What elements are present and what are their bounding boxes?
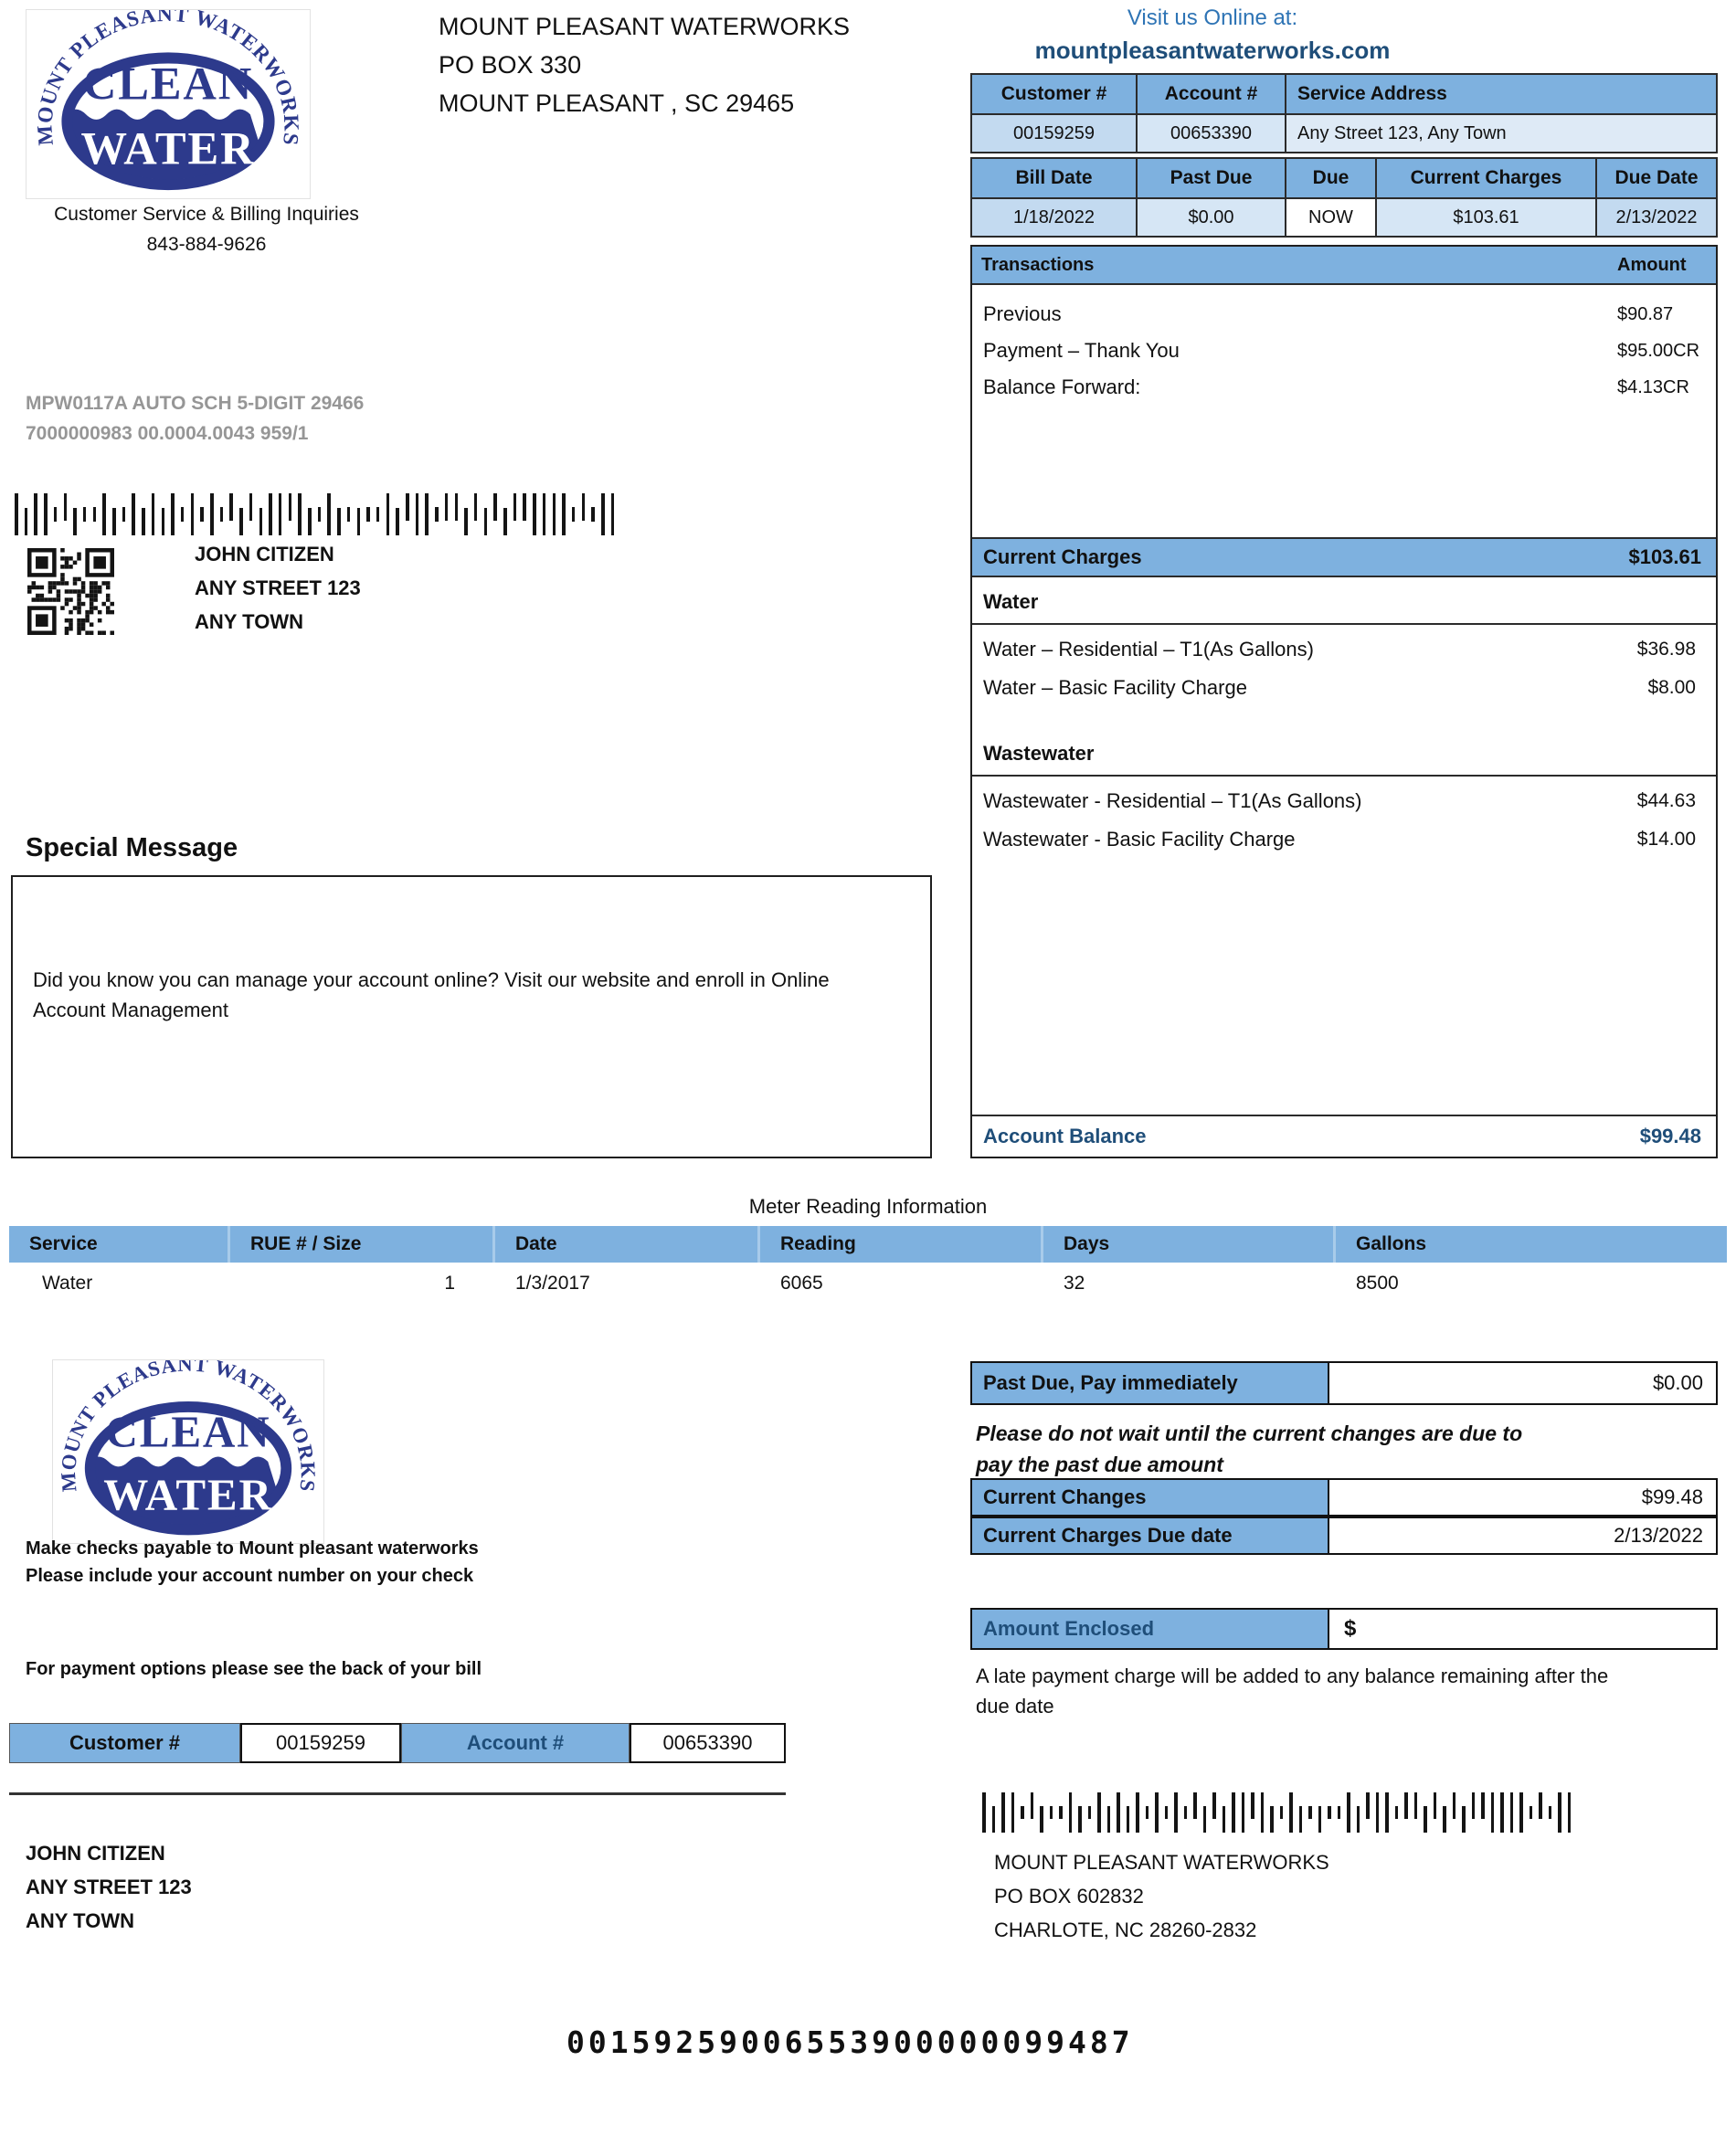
- payee-address-block: [994, 1845, 1329, 1947]
- transaction-row: [972, 296, 1716, 333]
- meter-table-header-row: [9, 1226, 1727, 1263]
- meter-value-rue-size: 1: [444, 1273, 455, 1294]
- stub-recipient-town: ANY TOWN: [26, 1909, 134, 1932]
- special-message-box: [11, 875, 932, 1158]
- transaction-amount: $90.87: [1617, 303, 1674, 324]
- account-balance-row: [972, 1115, 1716, 1157]
- account-number-header: Account #: [1136, 73, 1286, 115]
- customer-service-label: Customer Service & Billing Inquiries: [54, 204, 359, 225]
- meter-value-gallons: 8500: [1356, 1273, 1399, 1294]
- past-due-note: Please do not wait until the current changes are due to pay the past due amount: [976, 1422, 1523, 1476]
- stub-customer-label: Customer #: [9, 1723, 240, 1763]
- transaction-label: Balance Forward:: [983, 375, 1141, 398]
- mail-meta-block: [26, 388, 364, 449]
- payee-city-state: CHARLOTE, NC 28260-2832: [994, 1918, 1257, 1941]
- ocr-scanline: 00159259006553900000099487: [566, 2024, 1134, 2060]
- mail-meta-line1: MPW0117A AUTO SCH 5-DIGIT 29466: [26, 393, 365, 414]
- postal-barcode-top: [15, 493, 621, 535]
- stub-recipient-name: JOHN CITIZEN: [26, 1842, 165, 1865]
- current-charges-header: Current Charges: [1375, 157, 1597, 199]
- charge-amount: $44.63: [1636, 790, 1696, 811]
- company-name: MOUNT PLEASANT WATERWORKS: [439, 13, 851, 40]
- company-address-block: [439, 7, 850, 122]
- amount-enclosed-input[interactable]: $: [1329, 1608, 1718, 1650]
- current-changes-box-amount: $99.48: [1329, 1478, 1718, 1517]
- company-po-box: PO BOX 330: [439, 51, 582, 79]
- stub-recipient-street: ANY STREET 123: [26, 1876, 192, 1898]
- water-section-header: Water: [972, 581, 1716, 625]
- account-balance-label: Account Balance: [983, 1125, 1147, 1147]
- visit-online-label: Visit us Online at:: [1127, 5, 1298, 30]
- postal-barcode-bottom: [982, 1792, 1576, 1833]
- past-due-box-label: Past Due, Pay immediately: [970, 1361, 1329, 1405]
- make-checks-line2: Please include your account number on your check: [26, 1566, 474, 1586]
- recipient-town: ANY TOWN: [195, 610, 303, 633]
- charge-label: Wastewater - Basic Facility Charge: [983, 828, 1296, 851]
- customer-number-header: Customer #: [970, 73, 1138, 115]
- qr-code: [27, 548, 114, 639]
- due-date-box-label: Current Charges Due date: [970, 1517, 1329, 1555]
- transaction-row: [972, 333, 1716, 369]
- due-date-value: 2/13/2022: [1595, 197, 1718, 238]
- clean-water-logo-image: [26, 10, 310, 198]
- charge-label: Water – Residential – T1(As Gallons): [983, 638, 1314, 661]
- recipient-name: JOHN CITIZEN: [195, 543, 334, 565]
- recipient-street: ANY STREET 123: [195, 576, 361, 599]
- past-due-value: $0.00: [1136, 197, 1286, 238]
- customer-service-phone: 843-884-9626: [146, 234, 267, 255]
- stub-account-number: 00653390: [630, 1723, 786, 1763]
- transactions-title: Transactions: [981, 254, 1095, 275]
- due-date-box-value: 2/13/2022: [1329, 1517, 1718, 1555]
- meter-header-rue-size: RUE # / Size: [230, 1226, 495, 1263]
- meter-value-reading: 6065: [780, 1273, 823, 1294]
- meter-header-gallons: Gallons: [1336, 1226, 1727, 1263]
- transaction-label: Previous: [983, 302, 1062, 325]
- bill-date-header: Bill Date: [970, 157, 1138, 199]
- special-message-body: Did you know you can manage your account online? Visit our website and enroll in Online Account Management: [33, 968, 830, 1021]
- current-charges-value: $103.61: [1375, 197, 1597, 238]
- stub-divider-line: [9, 1792, 786, 1795]
- past-due-box-amount: $0.00: [1329, 1361, 1718, 1405]
- meter-value-service: Water: [42, 1273, 93, 1294]
- charge-row: [972, 630, 1716, 669]
- charge-amount: $36.98: [1636, 639, 1696, 660]
- bill-date-value: 1/18/2022: [970, 197, 1138, 238]
- late-payment-note: A late payment charge will be added to any balance remaining after the due date: [976, 1665, 1609, 1718]
- clean-water-logo-image-small: [53, 1360, 323, 1543]
- charge-amount: $8.00: [1647, 677, 1696, 698]
- current-charges-total: $103.61: [1628, 545, 1701, 568]
- stub-recipient-address: [26, 1836, 192, 1938]
- payee-po-box: PO BOX 602832: [994, 1885, 1144, 1908]
- service-address-header: Service Address: [1285, 73, 1718, 115]
- charge-amount: $14.00: [1636, 829, 1696, 850]
- service-address-value: Any Street 123, Any Town: [1285, 113, 1718, 153]
- due-date-header: Due Date: [1595, 157, 1718, 199]
- due-value: NOW: [1285, 197, 1377, 238]
- payee-name: MOUNT PLEASANT WATERWORKS: [994, 1851, 1329, 1874]
- account-balance-amount: $99.48: [1639, 1125, 1701, 1147]
- stub-account-label: Account #: [401, 1723, 630, 1763]
- stub-customer-number: 00159259: [240, 1723, 401, 1763]
- website-link[interactable]: mountpleasantwaterworks.com: [1034, 37, 1391, 64]
- meter-header-reading: Reading: [760, 1226, 1043, 1263]
- transactions-header-bar: [972, 247, 1716, 285]
- customer-service-block: [27, 199, 386, 259]
- charge-row: [972, 669, 1716, 707]
- meter-value-date: 1/3/2017: [515, 1273, 590, 1294]
- meter-reading-title: Meter Reading Information: [748, 1195, 988, 1218]
- payment-options-note: For payment options please see the back of your bill: [26, 1659, 482, 1679]
- charge-row: [972, 782, 1716, 820]
- transactions-panel: [970, 245, 1718, 1158]
- meter-table-data-row: [9, 1266, 1727, 1301]
- meter-value-days: 32: [1064, 1273, 1085, 1294]
- current-charges-bar: [972, 537, 1716, 577]
- transactions-amount-label: Amount: [1617, 254, 1687, 275]
- make-checks-line1: Make checks payable to Mount pleasant waterworks: [26, 1538, 479, 1559]
- amount-enclosed-box-label: Amount Enclosed: [970, 1608, 1329, 1650]
- meter-header-days: Days: [1043, 1226, 1336, 1263]
- visit-online-block: [970, 5, 1455, 65]
- company-city-state: MOUNT PLEASANT , SC 29465: [439, 90, 795, 117]
- past-due-header: Past Due: [1136, 157, 1286, 199]
- transaction-row: [972, 369, 1716, 406]
- account-number-value: 00653390: [1136, 113, 1286, 153]
- meter-header-date: Date: [495, 1226, 760, 1263]
- customer-number-value: 00159259: [970, 113, 1138, 153]
- charge-row: [972, 820, 1716, 859]
- meter-header-service: Service: [9, 1226, 230, 1263]
- company-logo: [26, 9, 311, 199]
- current-charges-title: Current Charges: [983, 545, 1142, 568]
- due-header: Due: [1285, 157, 1377, 199]
- wastewater-section-header: Wastewater: [972, 733, 1716, 777]
- make-checks-block: [26, 1535, 479, 1590]
- transaction-label: Payment – Thank You: [983, 339, 1180, 362]
- mail-meta-line2: 7000000983 00.0004.0043 959/1: [26, 423, 309, 444]
- transaction-amount: $4.13CR: [1617, 376, 1689, 397]
- transaction-amount: $95.00CR: [1617, 340, 1700, 361]
- special-message-title: Special Message: [26, 833, 238, 862]
- charge-label: Wastewater - Residential – T1(As Gallons): [983, 789, 1362, 812]
- remittance-logo: [52, 1359, 324, 1544]
- charge-label: Water – Basic Facility Charge: [983, 676, 1247, 699]
- recipient-address-block: [195, 537, 361, 639]
- current-changes-box-label: Current Changes: [970, 1478, 1329, 1517]
